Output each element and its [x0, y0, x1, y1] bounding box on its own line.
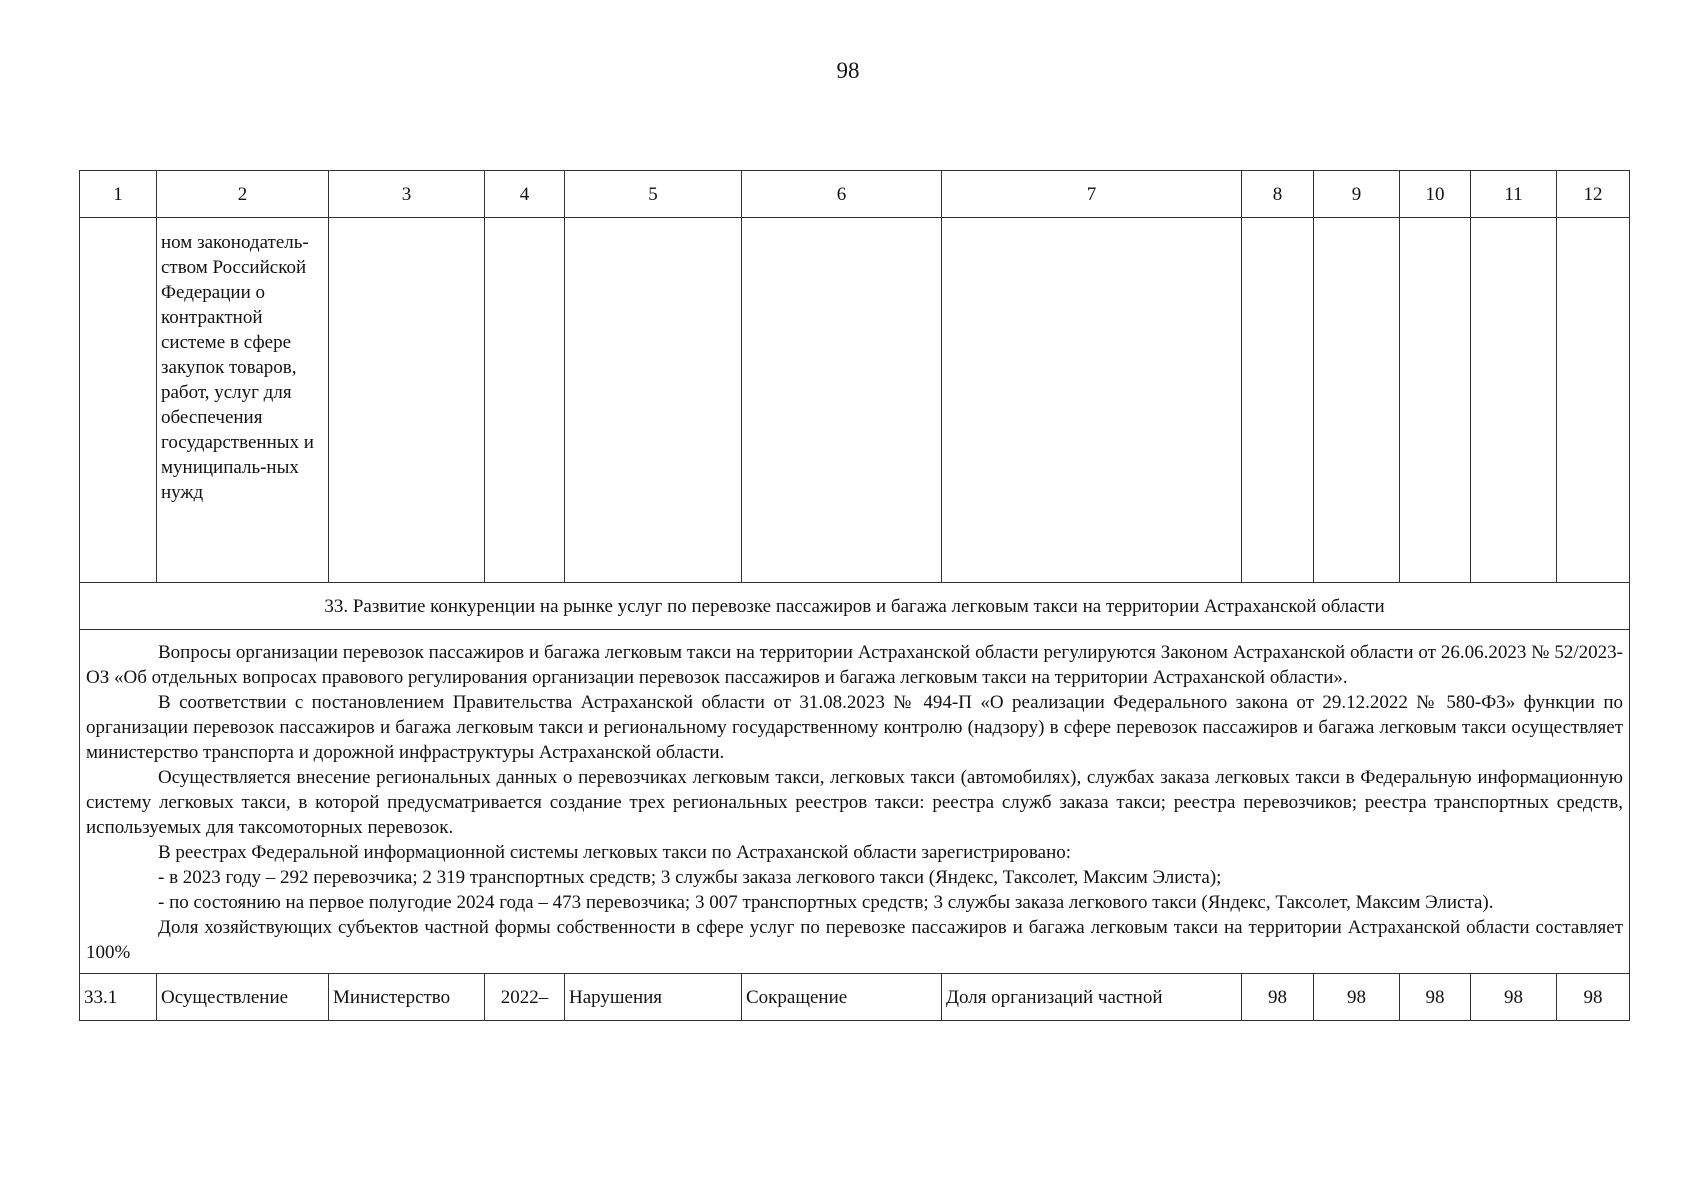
indicator-value: 98 [1314, 974, 1400, 1021]
continuation-text: ном законодатель-ством Российской Федерации о контрактной системе в сфере закупок товаров, работ, услуг для обеспечения государственных и муниципаль-ных нужд [161, 232, 314, 503]
column-header: 4 [485, 171, 565, 218]
indicator-value: 98 [1471, 974, 1557, 1021]
column-header: 3 [329, 171, 485, 218]
table-cell [942, 218, 1242, 583]
column-header: 11 [1471, 171, 1557, 218]
problem: Нарушения [565, 974, 742, 1021]
section-description-row [80, 630, 1630, 974]
description-paragraph: В реестрах Федеральной информационной системы легковых такси по Астраханской области зарегистрировано: [158, 842, 1072, 863]
table-cell [329, 218, 485, 583]
description-paragraph: Осуществляется внесение региональных данных о перевозчиках легковым такси, легковых такси (автомобилях), службах заказа легковых такси в Федеральную информационную систему легковых такси, в которой предусматривается создание трех региональных реестров такси: реестра служб заказа такси; реестра перевозчиков; реестра транспортных средств, используемых для таксомоторных перевозок. [86, 767, 1623, 838]
section-title-row [80, 583, 1630, 630]
responsible-executor: Министерство [329, 974, 485, 1021]
indicator-value: 98 [1400, 974, 1471, 1021]
section-title: 33. Развитие конкуренции на рынке услуг по перевозке пассажиров и багажа легковым такси на территории Астраханской области [80, 583, 1630, 630]
description-paragraph: - по состоянию на первое полугодие 2024 года – 473 перевозчика; 3 007 транспортных средств; 3 службы заказа легкового такси (Яндекс, Таксолет, Максим Элиста). [158, 892, 1494, 913]
description-paragraph: В соответствии с постановлением Правительства Астраханской области от 31.08.2023 № 494-П «О реализации Федерального закона от 29.12.2022 № 580-ФЗ» функции по организации перевозок пассажиров и багажа легковым такси и региональному государственному контролю (надзору) в сфере перевозок пассажиров и багажа легковым такси осуществляет министерство транспорта и дорожной инфраструктуры Астраханской области. [86, 692, 1623, 763]
table-cell [1471, 218, 1557, 583]
table-cell [1400, 218, 1471, 583]
column-header: 12 [1557, 171, 1630, 218]
table-cell [1314, 218, 1400, 583]
column-header: 10 [1400, 171, 1471, 218]
page-number: 98 [836, 58, 860, 83]
table-cell [565, 218, 742, 583]
description-paragraph: - в 2023 году – 292 перевозчика; 2 319 транспортных средств; 3 службы заказа легкового такси (Яндекс, Таксолет, Максим Элиста); [158, 867, 1222, 888]
column-header: 5 [565, 171, 742, 218]
section-description [80, 630, 1630, 974]
table-cell [485, 218, 565, 583]
indicator-value: 98 [1557, 974, 1630, 1021]
table-row [80, 974, 1630, 1021]
table-cell [80, 218, 157, 583]
description-paragraph: Вопросы организации перевозок пассажиров и багажа легковым такси на территории Астраханской области регулируются Законом Астраханской области от 26.06.2023 № 52/2023-ОЗ «Об отдельных вопросах правового регулирования организации перевозок пассажиров и багажа легковым такси на территории Астраханской области». [86, 642, 1623, 688]
description-paragraph: Доля хозяйствующих субъектов частной формы собственности в сфере услуг по перевозке пассажиров и багажа легковым такси на территории Астраханской области составляет 100% [86, 917, 1623, 963]
period: 2022– [485, 974, 565, 1021]
program-table [79, 170, 1630, 1021]
column-header-row [80, 171, 1630, 218]
column-header: 7 [942, 171, 1242, 218]
column-header: 6 [742, 171, 942, 218]
table-cell [1242, 218, 1314, 583]
table-cell [1557, 218, 1630, 583]
measure-name: Осуществление [157, 974, 329, 1021]
table-cell [742, 218, 942, 583]
table-cell [157, 218, 329, 583]
indicator-value: 98 [1242, 974, 1314, 1021]
column-header: 9 [1314, 171, 1400, 218]
expected-result: Сокращение [742, 974, 942, 1021]
indicator-name: Доля организаций частной [942, 974, 1242, 1021]
continuation-row [80, 218, 1630, 583]
row-number: 33.1 [80, 974, 157, 1021]
column-header: 1 [80, 171, 157, 218]
column-header: 8 [1242, 171, 1314, 218]
column-header: 2 [157, 171, 329, 218]
